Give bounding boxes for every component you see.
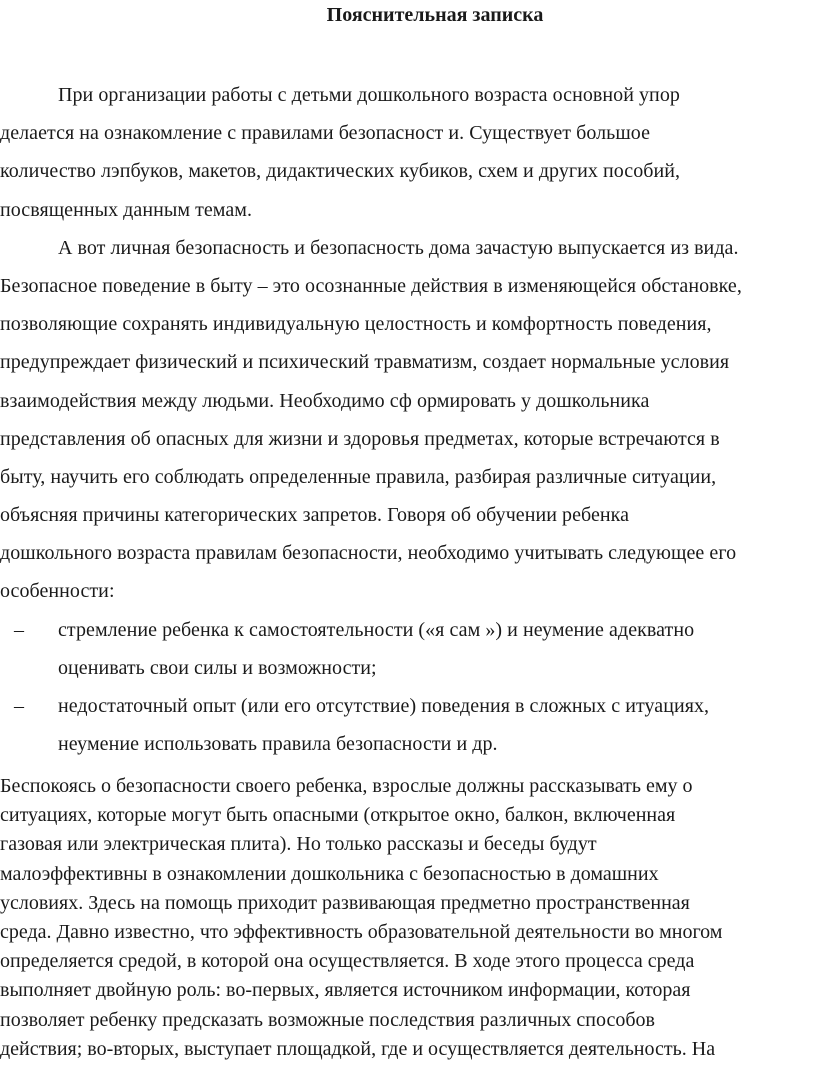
text-line xyxy=(0,152,816,190)
line-text: особенности: xyxy=(0,580,115,603)
line-text: количество лэпбуков, макетов, дидактических кубиков, схем и других пособий, xyxy=(0,160,681,183)
text-line xyxy=(0,76,816,114)
line-text: предупреждает физический и психический травматизм, создает нормальные условия xyxy=(0,351,730,374)
bullet-marker: – xyxy=(14,618,25,641)
text-line xyxy=(0,305,816,343)
line-text: посвященных данным темам. xyxy=(0,198,253,221)
text-line xyxy=(0,496,816,534)
text-line: позволяет ребенку предсказать возможные последствия различных способов xyxy=(0,1008,655,1031)
text-line xyxy=(0,191,816,229)
text-line: условиях. Здесь на помощь приходит развивающая предметно пространственная xyxy=(0,891,690,914)
line-text: дошкольного возраста правилам безопасности, необходимо учитывать следующее его xyxy=(0,542,737,565)
line-text: делается на ознакомление с правилами безопасност и. Существует большое xyxy=(0,122,651,145)
line-text: стремление ребенка к самостоятельности («я сам ») и неумение адекватно xyxy=(58,618,695,641)
line-text: недостаточный опыт (или его отсутствие) поведения в сложных с итуациях, xyxy=(58,695,710,717)
line-text: При организации работы с детьми дошкольного возраста основной упор xyxy=(58,84,680,106)
line-text: объясняя причины категорических запретов. Говоря об обучении ребенка xyxy=(0,504,630,527)
text-line xyxy=(0,458,816,496)
line-text: позволяющие сохранять индивидуальную целостность и комфортность поведения, xyxy=(0,313,712,336)
text-line xyxy=(0,420,816,458)
text-line: ситуациях, которые могут быть опасными (открытое окно, балкон, включенная xyxy=(0,804,676,827)
text-line xyxy=(0,229,816,267)
text-line xyxy=(0,343,816,381)
bullet-item-line xyxy=(0,687,816,725)
text-line xyxy=(0,649,816,687)
text-line: действия; во-вторых, выступает площадкой, где и осуществляется деятельность. На xyxy=(0,1037,716,1060)
text-line: Беспокоясь о безопасности своего ребенка, взрослые должны рассказывать ему о xyxy=(0,775,693,797)
line-text: неумение использовать правила безопасности и др. xyxy=(58,733,498,756)
line-text: взаимодействия между людьми. Необходимо сф ормировать у дошкольника xyxy=(0,389,650,412)
line-text: оценивать свои силы и возможности; xyxy=(58,656,377,679)
text-line xyxy=(0,725,816,763)
line-text: быту, научить его соблюдать определенные правила, разбирая различные ситуации, xyxy=(0,465,717,488)
text-line xyxy=(0,534,816,572)
document-title: Пояснительная записка xyxy=(326,4,544,26)
text-line xyxy=(0,114,816,152)
text-line xyxy=(0,267,816,305)
text-line xyxy=(0,572,816,610)
text-line xyxy=(0,382,816,420)
intro-section xyxy=(0,76,816,763)
text-line: среда. Давно известно, что эффективность образовательной деятельности во многом xyxy=(0,920,723,943)
text-line: выполняет двойную роль: во-первых, является источником информации, которая xyxy=(0,979,691,1002)
text-line: определяется средой, в которой она осуществляется. В ходе этого процесса среда xyxy=(0,950,695,973)
main-paragraph xyxy=(0,772,816,1064)
bullet-item-line xyxy=(0,611,816,649)
line-text: А вот личная безопасность и безопасность дома зачастую выпускается из вида. xyxy=(58,236,739,259)
bullet-marker: – xyxy=(14,695,25,717)
line-text: Безопасное поведение в быту – это осознанные действия в изменяющейся обстановке, xyxy=(0,274,742,297)
line-text: представления об опасных для жизни и здоровья предметах, которые встречаются в xyxy=(0,427,720,450)
text-line: газовая или электрическая плита). Но только рассказы и беседы будут xyxy=(0,833,597,856)
text-line: малоэффективны в ознакомлении дошкольника с безопасностью в домашних xyxy=(0,862,659,885)
